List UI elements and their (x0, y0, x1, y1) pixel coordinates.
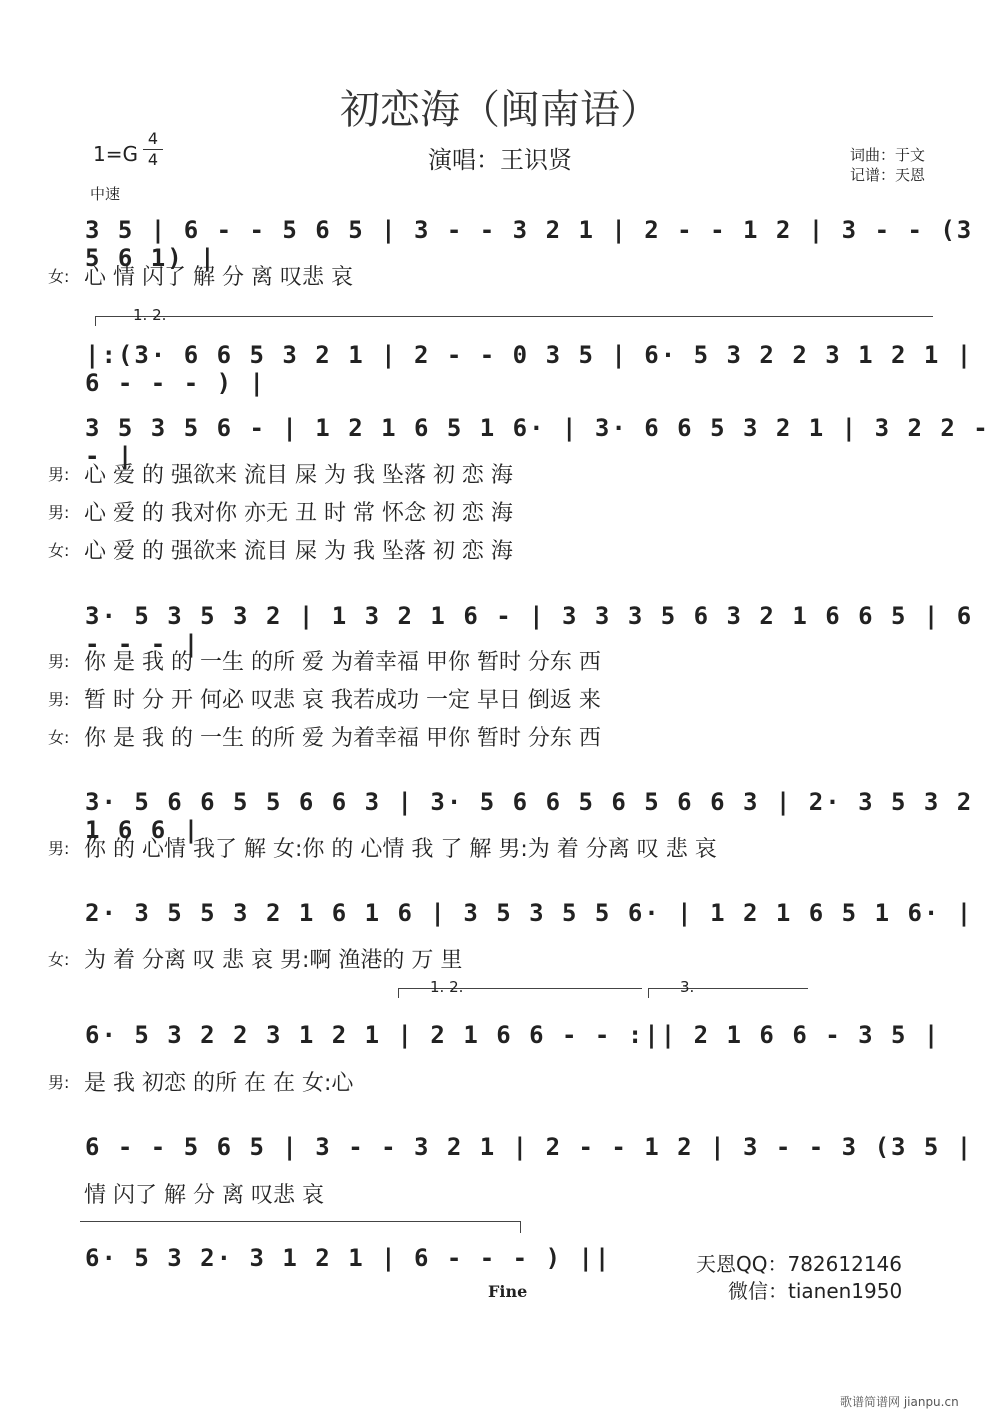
music-line-9: 6· 5 3 2· 3 1 2 1 | 6 - - - ) || (85, 1244, 612, 1272)
lyric-line: 情 闪了 解 分 离 叹悲 哀 (84, 1183, 324, 1208)
lyric-label: 女: (48, 541, 70, 560)
lyric-line: 你 是 我 的 一生 的所 爱 为着幸福 甲你 暂时 分东 西 (84, 726, 601, 751)
page-title: 初恋海（闽南语） (340, 87, 660, 133)
music-line-4: 3· 5 3 5 3 2 | 1 3 2 1 6 - | 3 3 3 5 6 3 2 1 6 6 5 | 6 - - - | (85, 602, 974, 658)
lyric-line: 你 的 心情 我了 解 女:你 的 心情 我 了 解 男:为 着 分离 叹 悲 哀 (84, 837, 717, 862)
credit-transcriber: 记谱：天恩 (850, 166, 926, 184)
watermark: 歌谱简谱网 jianpu.cn (840, 1395, 959, 1409)
volta-bracket-third-end (648, 988, 649, 998)
lyric-label: 男: (48, 652, 70, 671)
lyric-label: 女: (48, 728, 70, 747)
fine-bracket (80, 1221, 520, 1222)
volta-bracket (95, 316, 933, 317)
lyric-label: 男: (48, 1073, 70, 1092)
key-signature: 1=G (93, 142, 138, 166)
lyric-label: 女: (48, 950, 70, 969)
volta-label: 1. 2. (133, 306, 167, 324)
singer: 演唱：王识贤 (428, 146, 572, 174)
tempo-marking: 中速 (90, 185, 121, 203)
volta-label-third: 3. (680, 978, 695, 996)
fine-bracket-end (520, 1221, 521, 1233)
music-line-8: 6 - - 5 6 5 | 3 - - 3 2 1 | 2 - - 1 2 | 3 - - 3 (3 5 | (85, 1133, 974, 1161)
lyric-line: 心 爱 的 强欲来 流目 屎 为 我 坠落 初 恋 海 (84, 539, 513, 564)
lyric-line: 心 情 闪了 解 分 离 叹悲 哀 (84, 265, 353, 290)
music-line-1: 3 5 | 6 - - 5 6 5 | 3 - - 3 2 1 | 2 - - 1 2 | 3 - - (3 5 6 1) | (85, 216, 974, 272)
music-line-5: 3· 5 6 6 5 5 6 6 3 | 3· 5 6 6 5 6 5 6 6 3 | 2· 3 5 3 2 1 6 6 | (85, 788, 974, 844)
lyric-label: 女: (48, 267, 70, 286)
time-sig-bottom: 4 (147, 150, 159, 169)
music-line-3: 3 5 3 5 6 - | 1 2 1 6 5 1 6· | 3· 6 6 5 3 2 1 | 3 2 2 - - | (85, 414, 990, 470)
volta-label-first: 1. 2. (430, 978, 464, 996)
music-line-6: 2· 3 5 5 3 2 1 6 1 6 | 3 5 3 5 5 6· | 1 2 1 6 5 1 6· | (85, 899, 974, 927)
volta-bracket-first-end (398, 988, 399, 998)
lyric-label: 男: (48, 465, 70, 484)
volta-bracket-third (648, 988, 808, 989)
lyric-label: 男: (48, 503, 70, 522)
lyric-line: 为 着 分离 叹 悲 哀 男:啊 渔港的 万 里 (84, 948, 463, 973)
lyric-label: 男: (48, 839, 70, 858)
contact-wechat: 微信：tianen1950 (728, 1279, 903, 1303)
volta-bracket-end (95, 316, 96, 326)
lyric-line: 心 爱 的 我对你 亦无 丑 时 常 怀念 初 恋 海 (84, 501, 513, 526)
time-sig-top: 4 (147, 129, 159, 148)
lyric-line: 暂 时 分 开 何必 叹悲 哀 我若成功 一定 早日 倒返 来 (84, 688, 601, 713)
credit-lyrics-music: 词曲：于文 (850, 146, 926, 164)
lyric-line: 是 我 初恋 的所 在 在 女:心 (84, 1071, 354, 1096)
lyric-line: 你 是 我 的 一生 的所 爱 为着幸福 甲你 暂时 分东 西 (84, 650, 601, 675)
contact-qq: 天恩QQ：782612146 (696, 1252, 903, 1276)
fine-marking: Fine (488, 1282, 528, 1301)
music-line-2: |:(3· 6 6 5 3 2 1 | 2 - - 0 3 5 | 6· 5 3 2 2 3 1 2 1 | 6 - - - ) | (85, 341, 974, 397)
lyric-label: 男: (48, 690, 70, 709)
lyric-line: 心 爱 的 强欲来 流目 屎 为 我 坠落 初 恋 海 (84, 463, 513, 488)
music-line-7: 6· 5 3 2 2 3 1 2 1 | 2 1 6 6 - - :|| 2 1 6 6 - 3 5 | (85, 1021, 941, 1049)
